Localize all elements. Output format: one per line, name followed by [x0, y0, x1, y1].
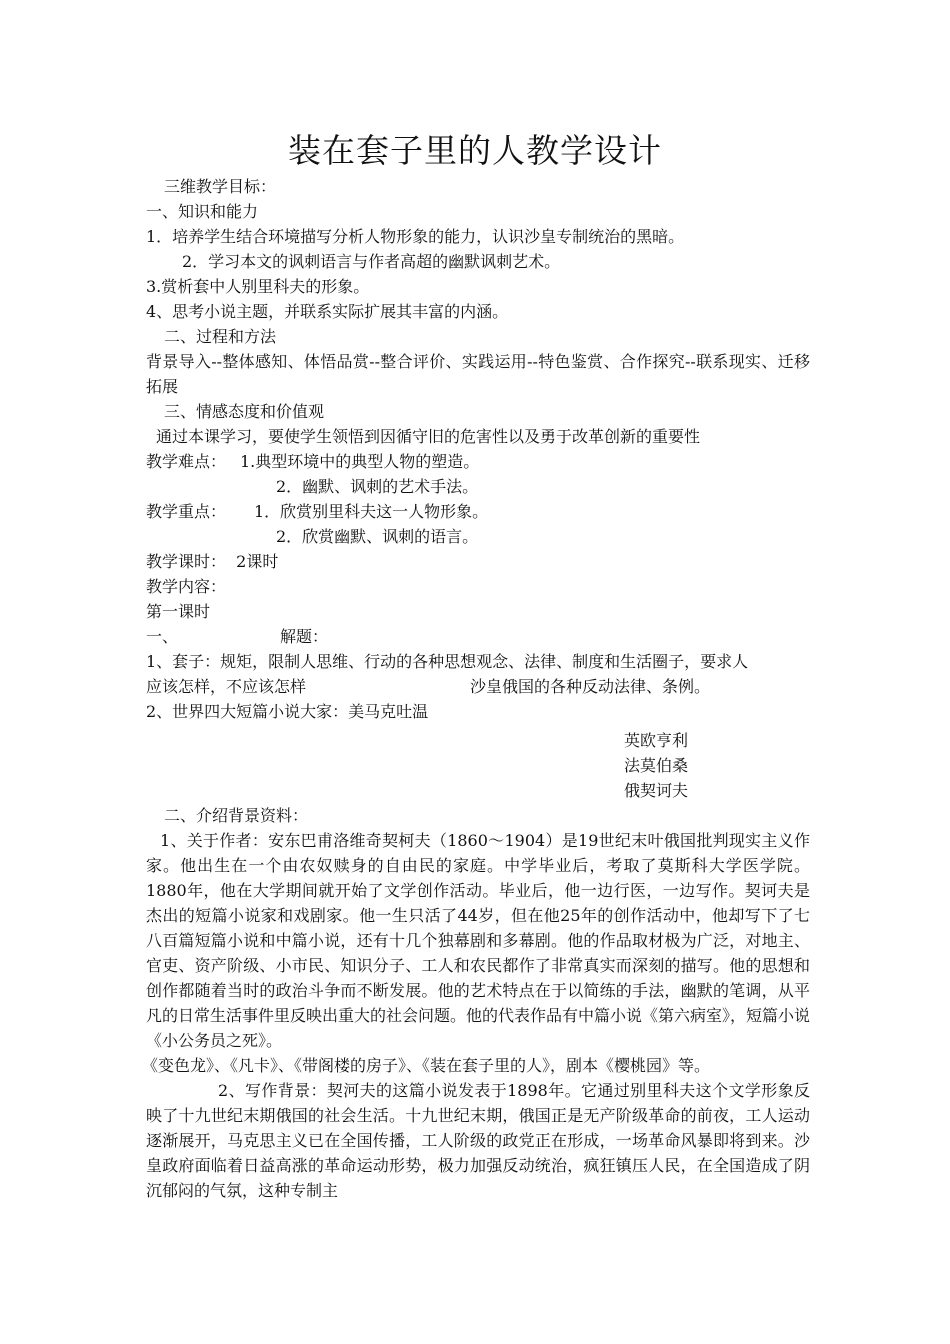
masters-line: 2、世界四大短篇小说大家：美马克吐温: [146, 702, 429, 721]
explain-label: 解题：: [280, 627, 329, 646]
taozi-line-1: 1、套子：规矩，限制人思维、行动的各种思想观念、法律、制度和生活圈子，要求人: [146, 652, 749, 671]
master-3: 法莫伯桑: [624, 756, 689, 775]
taozi-line-2b: 沙皇俄国的各种反动法律、条例。: [470, 677, 711, 696]
master-2: 英欧亨利: [624, 731, 689, 750]
difficulty-2: 2．幽默、讽刺的艺术手法。: [276, 477, 479, 496]
explain-row: [146, 624, 810, 649]
explain-number: 一、: [146, 627, 179, 646]
knowledge-item-1: 1．培养学生结合环境描写分析人物形象的能力，认识沙皇专制统治的黑暗。: [146, 227, 685, 246]
author-paragraph: 1、关于作者：安东巴甫洛维奇契柯夫（1860～1904）是19世纪末叶俄国批判现实主义作家。他出生在一个由农奴赎身的自由民的家庭。中学毕业后，考取了莫斯科大学医学院。1880年，他在大学期间就开始了文学创作活动。毕业后，他一边行医，一边写作。契诃夫是杰出的短篇小说家和戏剧家。他一生只活了44岁，但在他25年的创作活动中，他却写下了七八百篇短篇小说和中篇小说，还有十几个独幕剧和多幕剧。他的作品取材极为广泛，对地主、官吏、资产阶级、小市民、知识分子、工人和农民都作了非常真实而深刻的描写。他的思想和创作都随着当时的政治斗争而不断发展。他的艺术特点在于以简练的手法，幽默的笔调，从平凡的日常生活事件里反映出重大的社会问题。他的代表作品有中篇小说《第六病室》，短篇小说《小公务员之死》。: [146, 831, 811, 1050]
works-line: 《变色龙》、《凡卡》、《带阁楼的房子》、《装在套子里的人》，剧本《樱桃园》等。: [142, 1056, 711, 1075]
values-text: 通过本课学习，要使学生领悟到因循守旧的危害性以及勇于改革创新的重要性: [156, 427, 701, 446]
section-process: 二、过程和方法: [164, 327, 277, 346]
taozi-line-2: [146, 674, 810, 699]
writing-background-paragraph: 2、写作背景：契河夫的这篇小说发表于1898年。它通过别里科夫这个文学形象反映了十九世纪末期俄国的社会生活。十九世纪末期，俄国正是无产阶级革命的前夜，工人运动逐渐展开，马克思主义已在全国传播，工人阶级的政党正在形成，一场革命风暴即将到来。沙皇政府面临着日益高涨的革命运动形势，极力加强反动统治，疯狂镇压人民，在全国造成了阴沉郁闷的气氛，这种专制主: [146, 1081, 810, 1200]
objectives-heading: 三维教学目标：: [164, 177, 277, 196]
knowledge-item-4: 4、思考小说主题，并联系实际扩展其丰富的内涵。: [146, 302, 509, 321]
background-heading: 二、介绍背景资料：: [164, 806, 309, 825]
master-4: 俄契诃夫: [624, 781, 689, 800]
content-label: 教学内容：: [146, 577, 227, 596]
focus-1: 1．欣赏别里科夫这一人物形象。: [254, 502, 489, 521]
difficulty-1: 1.典型环境中的典型人物的塑造。: [240, 452, 480, 471]
class-hours: 教学课时： 2课时: [146, 552, 279, 571]
document-body: [142, 174, 811, 1203]
focus-label: 教学重点：: [146, 502, 227, 521]
taozi-line-2a: 应该怎样，不应该怎样: [146, 677, 307, 696]
knowledge-item-3: 3.赏析套中人别里科夫的形象。: [146, 277, 370, 296]
document-title: 装在套子里的人教学设计: [288, 131, 662, 170]
focus-2: 2．欣赏幽默、讽刺的语言。: [276, 527, 479, 546]
difficulties-label: 教学难点：: [146, 452, 227, 471]
knowledge-item-2: 2．学习本文的讽刺语言与作者高超的幽默讽刺艺术。: [182, 252, 561, 271]
lesson-1-heading: 第一课时: [146, 602, 211, 621]
process-text: 背景导入--整体感知、体悟品赏--整合评价、实践运用--特色鉴赏、合作探究--联系现实、迁移拓展: [146, 352, 810, 396]
focus-row: [146, 499, 810, 524]
section-values: 三、情感态度和价值观: [164, 402, 325, 421]
section-knowledge: 一、知识和能力: [146, 202, 259, 221]
difficulties-row: [146, 449, 810, 474]
